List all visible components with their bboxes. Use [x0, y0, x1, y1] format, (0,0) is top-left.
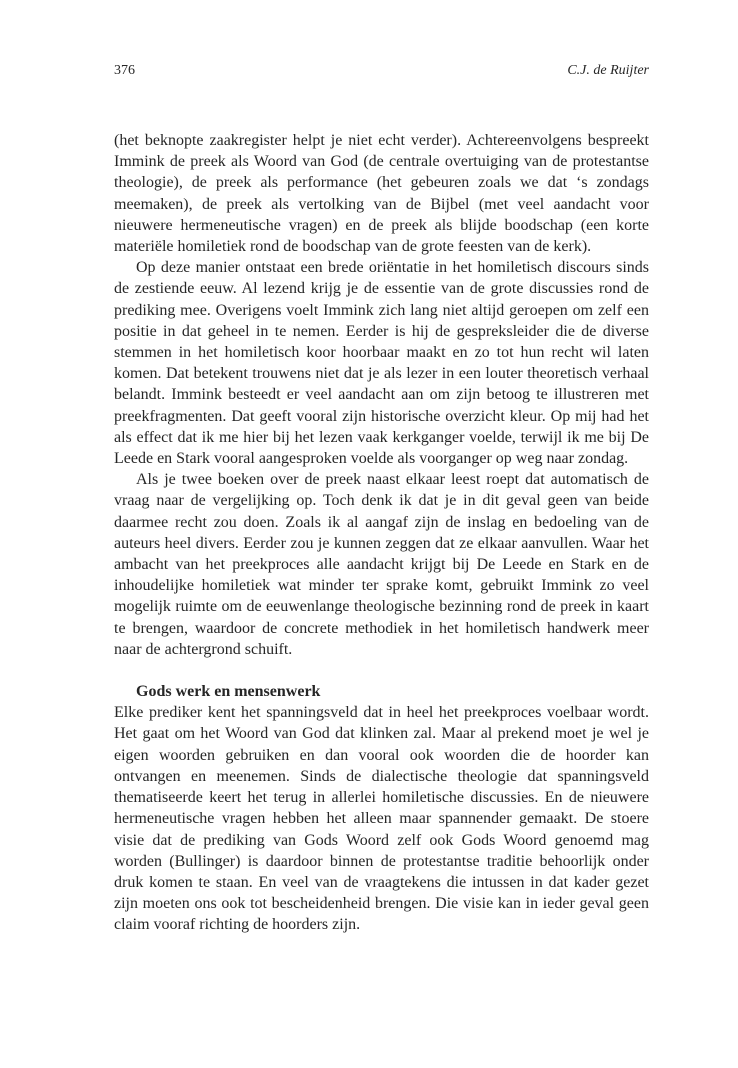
running-head-author: C.J. de Ruijter	[567, 63, 649, 78]
body-text	[114, 130, 649, 936]
section-heading: Gods werk en mensenwerk	[136, 683, 321, 701]
paragraph-2: Op deze manier ontstaat een brede oriëntatie in het homiletisch discours sinds de zestiende eeuw. Al lezend krijg je de essentie van de grote discussies rond de prediking mee. Overigens voelt Immink zich lang niet altijd geroepen om zelf een positie in dat geheel in te nemen. Eerder is hij de gespreksleider die de diverse stemmen in het homiletisch koor hoorbaar maakt en zo tot hun recht wil laten komen. Dat betekent trouwens niet dat je als lezer in een louter theoretisch verhaal belandt. Immink besteedt er veel aandacht aan om zijn betoog te illustreren met preekfragmenten. Dat geeft vooral zijn historische overzicht kleur. Op mij had het als effect dat ik me hier bij het lezen vaak kerkganger voelde, terwijl ik me bij De Leede en Stark vooral aangesproken voelde als voorganger op weg naar zondag.	[114, 259, 649, 468]
paragraph-3: Als je twee boeken over de preek naast elkaar leest roept dat automatisch de vraag naar de vergelijking op. Toch denk ik dat je in dit geval geen van beide daarmee recht zou doen. Zoals ik al aangaf zijn de inslag en bedoeling van de auteurs heel divers. Eerder zou je kunnen zeggen dat ze elkaar aanvullen. Waar het ambacht van het preekproces alle aandacht krijgt bij De Leede en Stark en de inhoudelijke homiletiek wat minder ter sprake komt, gebruikt Immink zo veel mogelijk ruimte om de eeuwenlange theologische bezinning rond de preek in kaart te brengen, waardoor de concrete methodiek in het homiletisch handwerk meer naar de achtergrond schuift.	[114, 471, 649, 658]
paragraph-1: (het beknopte zaakregister helpt je niet echt verder). Achtereenvolgens bespreekt Immink de preek als Woord van God (de centrale overtuiging van de protestantse theologie), de preek als performance (het gebeuren zoals we dat ‘s zondags meemaken), de preek als vertolking van de Bijbel (met veel aandacht voor nieuwere hermeneutische vragen) en de preek als blijde boodschap (een korte materiële homiletiek rond de boodschap van de grote feesten van de kerk).	[114, 132, 649, 256]
section-paragraph: Elke prediker kent het spanningsveld dat in heel het preekproces voelbaar wordt. Het gaat om het Woord van God dat klinken zal. Maar al prekend moet je wel je eigen woorden gebruiken en dan vooral ook woorden die de hoorder kan ontvangen en meenemen. Sinds de dialectische theologie dat spanningsveld thematiseerde keert het terug in allerlei homiletische discussies. En de nieuwere hermeneutische vragen hebben het alleen maar spannender gemaakt. De stoere visie dat de prediking van Gods Woord zelf ook Gods Woord genoemd mag worden (Bullinger) is daardoor binnen de protestantse traditie behoorlijk onder druk komen te staan. En veel van de vraagtekens die intussen in dat kader gezet zijn moeten ons ook tot bescheidenheid brengen. Die visie kan in ieder geval geen claim vooraf richting de hoorders zijn.	[114, 704, 649, 934]
page-number: 376	[114, 63, 135, 78]
page-header	[114, 63, 649, 85]
